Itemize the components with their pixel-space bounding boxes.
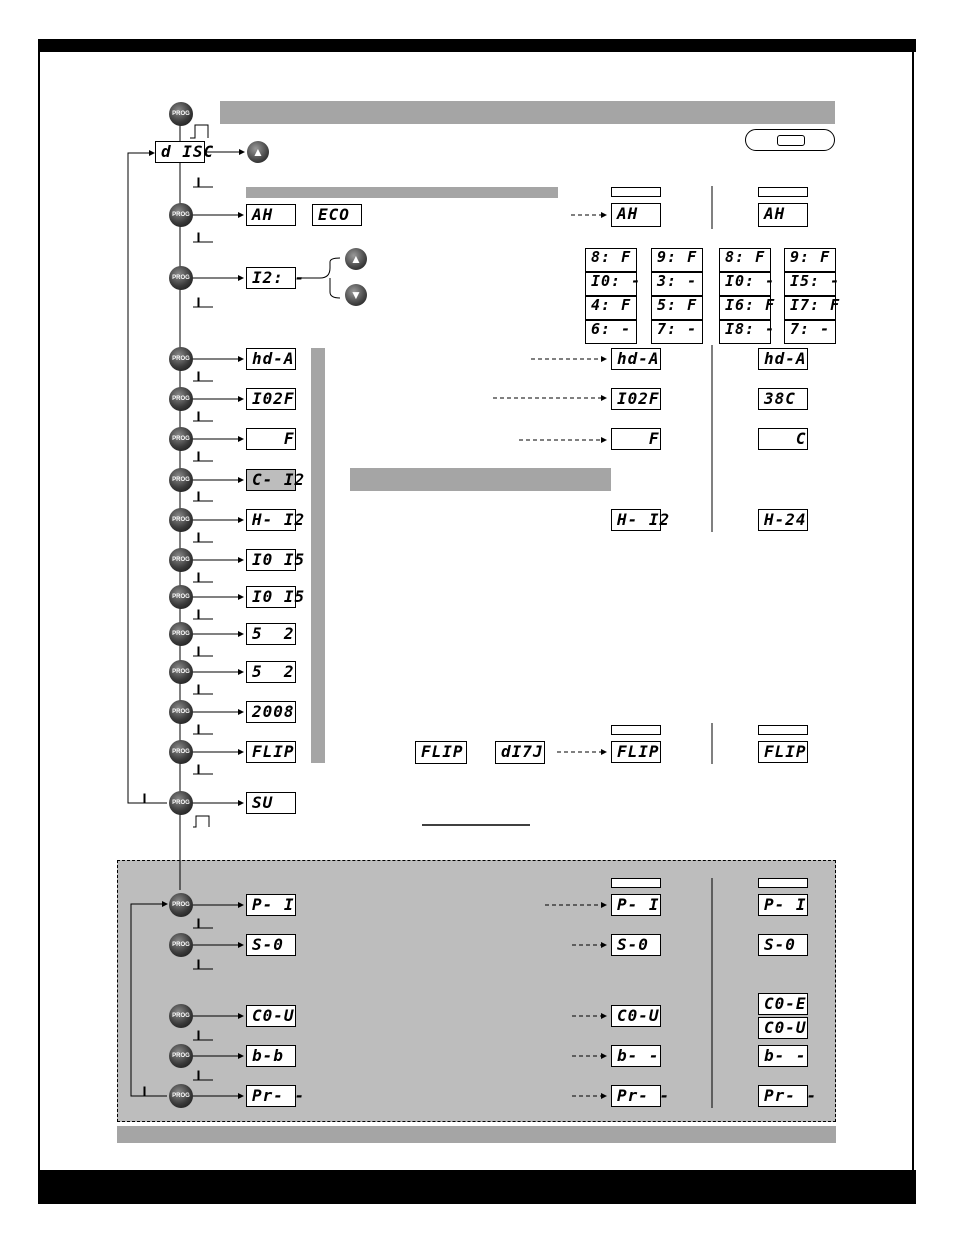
result-col1: hd-A	[611, 348, 661, 370]
grid-cell: 7: -	[784, 320, 836, 344]
grid-cell: 8: F	[719, 248, 771, 272]
prog-button[interactable]: PROG	[169, 791, 193, 815]
menu-display: hd-A	[246, 348, 296, 370]
prog-button[interactable]: PROG	[169, 893, 193, 917]
result-col1: F	[611, 428, 661, 450]
column-header	[611, 187, 661, 197]
advanced-col1: C0-U	[611, 1005, 661, 1027]
advanced-col2: C0-E	[758, 993, 808, 1015]
column-header	[611, 878, 661, 888]
menu-display: H- I2	[246, 509, 296, 531]
prog-button[interactable]: PROG	[169, 1004, 193, 1028]
grid-cell: I7: F	[784, 296, 836, 320]
flip-option-b: dI7J	[495, 741, 545, 764]
menu-display: I0 I5	[246, 549, 296, 571]
advanced-col2: b- -	[758, 1045, 808, 1067]
prog-button[interactable]: PROG	[169, 660, 193, 684]
grid-cell: 7: -	[651, 320, 703, 344]
result-col2: FLIP	[758, 741, 808, 763]
menu-display: FLIP	[246, 741, 296, 763]
prog-button[interactable]: PROG	[169, 933, 193, 957]
advanced-display: C0-U	[246, 1005, 296, 1027]
prog-button[interactable]: PROG	[169, 1044, 193, 1068]
grid-cell: 9: F	[784, 248, 836, 272]
advanced-display: b-b	[246, 1045, 296, 1067]
column-header	[758, 725, 808, 735]
grid-cell: I6: F	[719, 296, 771, 320]
grid-cell: 3: -	[651, 272, 703, 296]
result-col1: H- I2	[611, 509, 661, 531]
column-header	[758, 878, 808, 888]
down-arrow-icon[interactable]: ▼	[345, 284, 367, 306]
advanced-display: S-0	[246, 934, 296, 956]
prog-button[interactable]: PROG	[169, 548, 193, 572]
grid-cell: I0: -	[719, 272, 771, 296]
mode-display: AH	[246, 204, 296, 226]
prog-button[interactable]: PROG	[169, 622, 193, 646]
menu-display: C- I2	[246, 469, 296, 491]
menu-display: 5 2	[246, 661, 296, 683]
advanced-col2: C0-U	[758, 1017, 808, 1039]
grid-cell: 6: -	[585, 320, 637, 344]
advanced-display: Pr- -	[246, 1085, 296, 1107]
timer-display: I2: -	[246, 267, 296, 289]
prog-button[interactable]: PROG	[169, 203, 193, 227]
menu-display: I0 I5	[246, 586, 296, 608]
result-col2: H-24	[758, 509, 808, 531]
prog-button[interactable]: PROG	[169, 102, 193, 126]
advanced-col1: b- -	[611, 1045, 661, 1067]
advanced-col2: S-0	[758, 934, 808, 956]
advanced-col1: Pr- -	[611, 1085, 661, 1107]
mode-col1: AH	[611, 203, 661, 227]
menu-display: SU	[246, 792, 296, 814]
disc-display: d ISC	[155, 141, 205, 163]
result-col2: C	[758, 428, 808, 450]
column-header	[611, 725, 661, 735]
prog-button[interactable]: PROG	[169, 700, 193, 724]
advanced-col2: Pr- -	[758, 1085, 808, 1107]
grid-cell: 8: F	[585, 248, 637, 272]
advanced-col1: P- I	[611, 894, 661, 916]
advanced-col1: S-0	[611, 934, 661, 956]
menu-display: I02F	[246, 388, 296, 410]
result-col2: hd-A	[758, 348, 808, 370]
prog-button[interactable]: PROG	[169, 347, 193, 371]
up-arrow-icon[interactable]: ▲	[247, 141, 269, 163]
grid-cell: 4: F	[585, 296, 637, 320]
menu-display: 5 2	[246, 623, 296, 645]
result-col1: I02F	[611, 388, 661, 410]
grid-cell: 9: F	[651, 248, 703, 272]
grid-cell: I8: -	[719, 320, 771, 344]
prog-button[interactable]: PROG	[169, 468, 193, 492]
grid-cell: 5: F	[651, 296, 703, 320]
result-col1: FLIP	[611, 741, 661, 763]
advanced-display: P- I	[246, 894, 296, 916]
prog-button[interactable]: PROG	[169, 266, 193, 290]
prog-button[interactable]: PROG	[169, 585, 193, 609]
flip-option-a: FLIP	[415, 741, 467, 764]
grid-cell: I0: -	[585, 272, 637, 296]
result-col2: 38C	[758, 388, 808, 410]
prog-button[interactable]: PROG	[169, 740, 193, 764]
prog-button[interactable]: PROG	[169, 508, 193, 532]
up-arrow-icon[interactable]: ▲	[345, 248, 367, 270]
prog-button[interactable]: PROG	[169, 1084, 193, 1108]
advanced-col2: P- I	[758, 894, 808, 916]
prog-button[interactable]: PROG	[169, 387, 193, 411]
eco-display: ECO	[312, 204, 362, 226]
grid-cell: I5: -	[784, 272, 836, 296]
menu-display: 2008	[246, 701, 296, 723]
prog-button[interactable]: PROG	[169, 427, 193, 451]
menu-display: F	[246, 428, 296, 450]
column-header	[758, 187, 808, 197]
mode-col2: AH	[758, 203, 808, 227]
